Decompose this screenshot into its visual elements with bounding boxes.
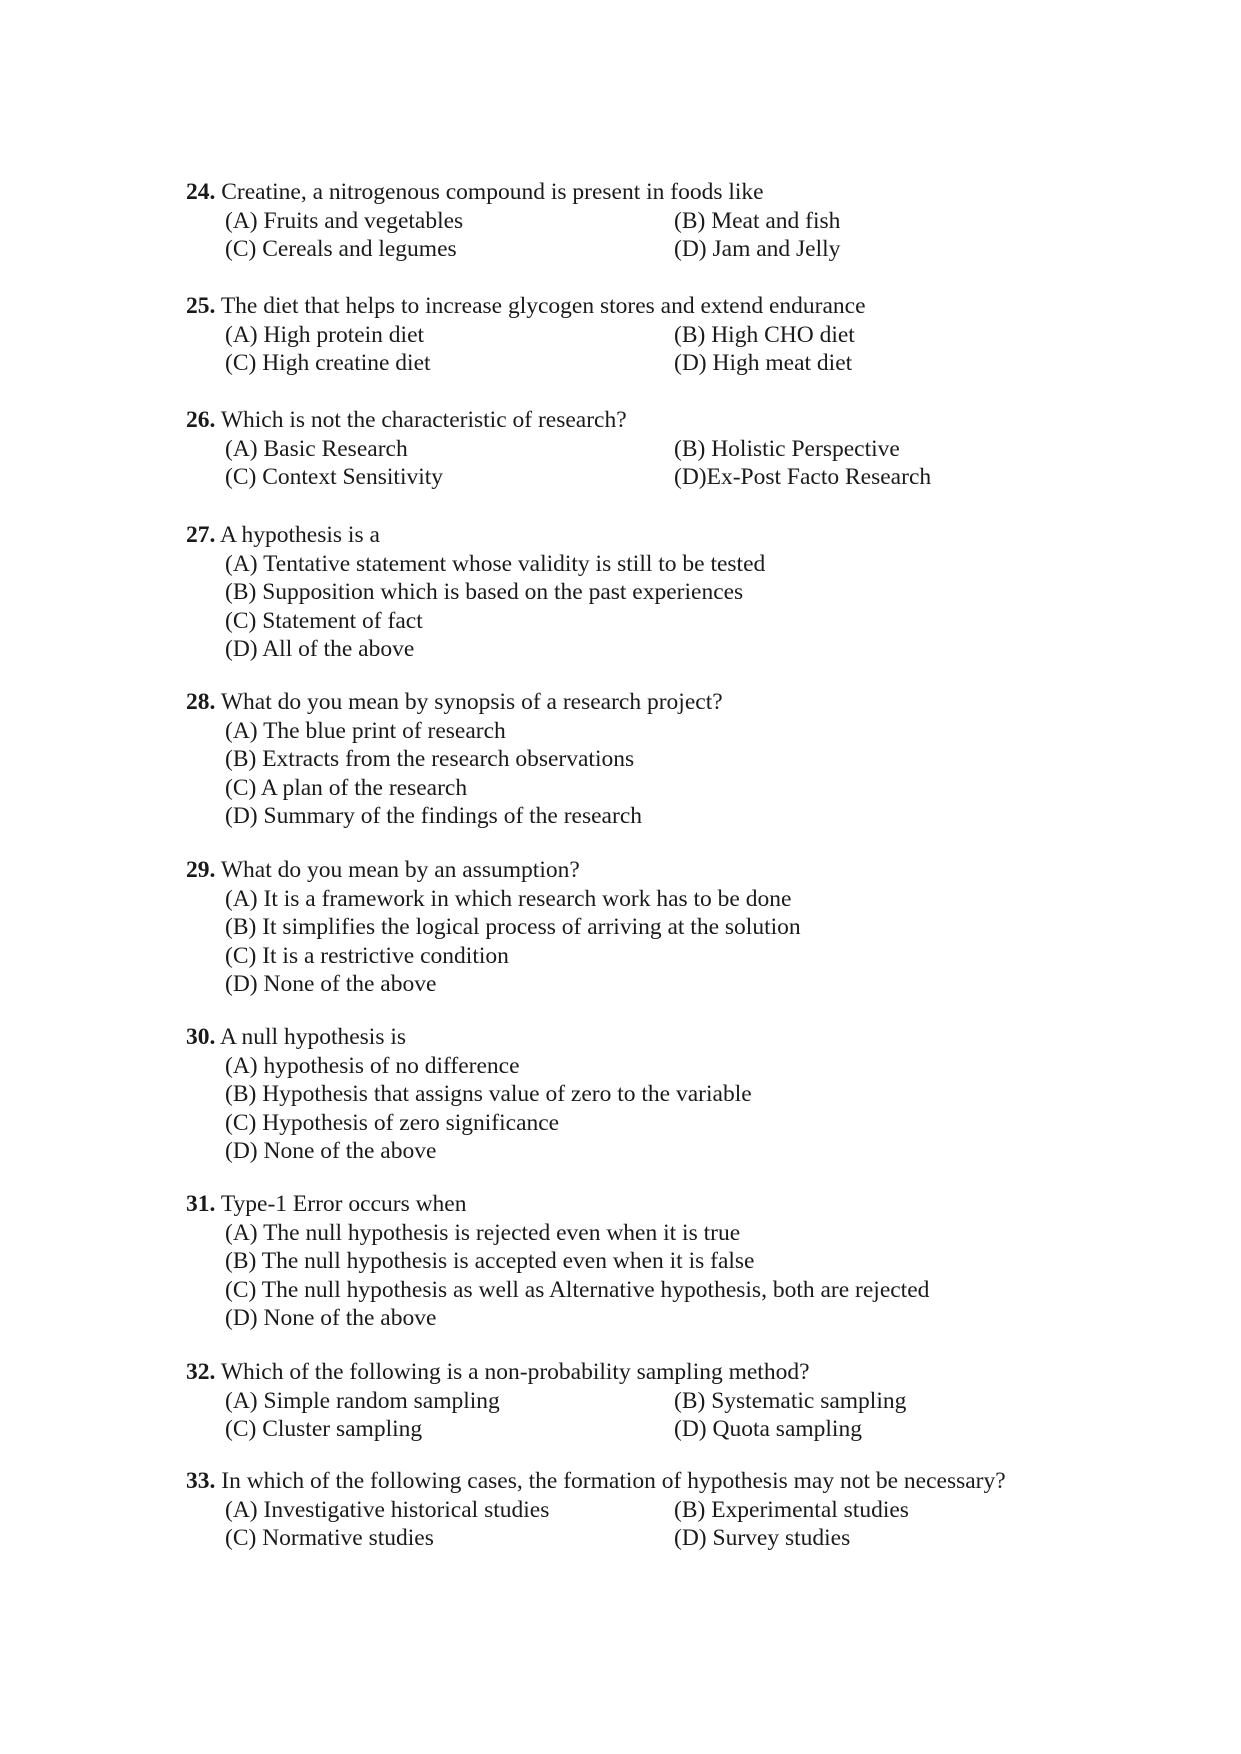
options xyxy=(186,1219,1086,1333)
option-d: (D) Jam and Jelly xyxy=(674,236,841,262)
options xyxy=(186,550,1086,664)
options xyxy=(186,435,1086,492)
option-d: (D) All of the above xyxy=(225,636,415,662)
question-text: The diet that helps to increase glycogen stores and extend endurance xyxy=(220,293,866,319)
option-c: (C) Cluster sampling xyxy=(225,1416,423,1442)
question-text: A hypothesis is a xyxy=(219,522,380,548)
question-25 xyxy=(186,292,1086,378)
option-d: (D) None of the above xyxy=(225,1305,437,1331)
question-stem xyxy=(186,178,1086,207)
option-d: (D) None of the above xyxy=(225,1138,437,1164)
question-number: 24. xyxy=(186,179,216,205)
question-text: In which of the following cases, the formation of hypothesis may not be necessary? xyxy=(221,1468,1006,1494)
question-27 xyxy=(186,521,1086,664)
question-stem xyxy=(186,856,1086,885)
question-text: Creatine, a nitrogenous compound is present in foods like xyxy=(221,179,764,205)
options xyxy=(186,1496,1086,1553)
option-c: (C) Normative studies xyxy=(225,1525,434,1551)
option-d: (D) Survey studies xyxy=(674,1525,851,1551)
question-text: What do you mean by an assumption? xyxy=(220,857,580,883)
option-d: (D) Summary of the findings of the research xyxy=(225,803,642,829)
option-b: (B) The null hypothesis is accepted even when it is false xyxy=(225,1248,755,1274)
question-33 xyxy=(186,1467,1086,1553)
option-c: (C) It is a restrictive condition xyxy=(225,942,509,969)
option-a: (A) High protein diet xyxy=(225,321,425,348)
question-number: 25. xyxy=(186,293,216,319)
option-c: (C) Statement of fact xyxy=(225,607,423,634)
option-a: (A) Investigative historical studies xyxy=(225,1496,550,1523)
option-a: (A) The null hypothesis is rejected even when it is true xyxy=(225,1219,741,1246)
option-d: (D) High meat diet xyxy=(674,350,853,376)
option-d: (D)Ex-Post Facto Research xyxy=(674,464,932,490)
option-b: (B) Holistic Perspective xyxy=(674,435,900,462)
options xyxy=(186,321,1086,378)
question-number: 32. xyxy=(186,1359,216,1385)
option-b: (B) Supposition which is based on the past experiences xyxy=(225,579,744,605)
option-c: (C) The null hypothesis as well as Alternative hypothesis, both are rejected xyxy=(225,1276,930,1303)
question-text: A null hypothesis is xyxy=(219,1024,407,1050)
question-stem xyxy=(186,292,1086,321)
question-32 xyxy=(186,1358,1086,1444)
option-d: (D) None of the above xyxy=(225,971,437,997)
option-a: (A) Simple random sampling xyxy=(225,1387,500,1414)
question-26 xyxy=(186,406,1086,492)
options xyxy=(186,1387,1086,1444)
option-b: (B) Extracts from the research observations xyxy=(225,746,635,772)
question-number: 29. xyxy=(186,857,216,883)
option-c: (C) High creatine diet xyxy=(225,350,431,376)
option-c: (C) Context Sensitivity xyxy=(225,464,444,490)
question-stem xyxy=(186,406,1086,435)
question-stem xyxy=(186,688,1086,717)
question-number: 28. xyxy=(186,689,216,715)
option-b: (B) Hypothesis that assigns value of zero to the variable xyxy=(225,1081,752,1107)
question-text: Which is not the characteristic of research? xyxy=(220,407,627,433)
option-b: (B) High CHO diet xyxy=(674,321,855,348)
option-b: (B) It simplifies the logical process of arriving at the solution xyxy=(225,914,801,940)
option-d: (D) Quota sampling xyxy=(674,1416,862,1442)
option-a: (A) Basic Research xyxy=(225,435,408,462)
option-b: (B) Experimental studies xyxy=(674,1496,909,1523)
options xyxy=(186,885,1086,999)
question-stem xyxy=(186,1358,1086,1387)
question-stem xyxy=(186,1190,1086,1219)
question-text: Which of the following is a non-probability sampling method? xyxy=(220,1359,810,1385)
question-31 xyxy=(186,1190,1086,1333)
options xyxy=(186,1052,1086,1166)
question-stem xyxy=(186,521,1086,550)
option-a: (A) hypothesis of no difference xyxy=(225,1052,520,1079)
option-b: (B) Meat and fish xyxy=(674,207,841,234)
question-number: 31. xyxy=(186,1191,216,1217)
option-c: (C) Hypothesis of zero significance xyxy=(225,1109,560,1136)
option-b: (B) Systematic sampling xyxy=(674,1387,907,1414)
question-number: 33. xyxy=(186,1468,216,1494)
question-28 xyxy=(186,688,1086,831)
question-number: 30. xyxy=(186,1024,216,1050)
option-a: (A) It is a framework in which research work has to be done xyxy=(225,885,792,912)
option-a: (A) The blue print of research xyxy=(225,717,506,744)
question-stem xyxy=(186,1023,1086,1052)
option-a: (A) Fruits and vegetables xyxy=(225,207,464,234)
question-number: 27. xyxy=(186,522,216,548)
question-stem xyxy=(186,1467,1086,1496)
option-c: (C) A plan of the research xyxy=(225,774,468,801)
options xyxy=(186,207,1086,264)
question-24 xyxy=(186,178,1086,264)
question-29 xyxy=(186,856,1086,999)
options xyxy=(186,717,1086,831)
question-text: Type-1 Error occurs when xyxy=(220,1191,467,1217)
option-c: (C) Cereals and legumes xyxy=(225,236,457,262)
question-text: What do you mean by synopsis of a research project? xyxy=(220,689,723,715)
option-a: (A) Tentative statement whose validity is still to be tested xyxy=(225,550,766,577)
question-30 xyxy=(186,1023,1086,1166)
question-number: 26. xyxy=(186,407,216,433)
